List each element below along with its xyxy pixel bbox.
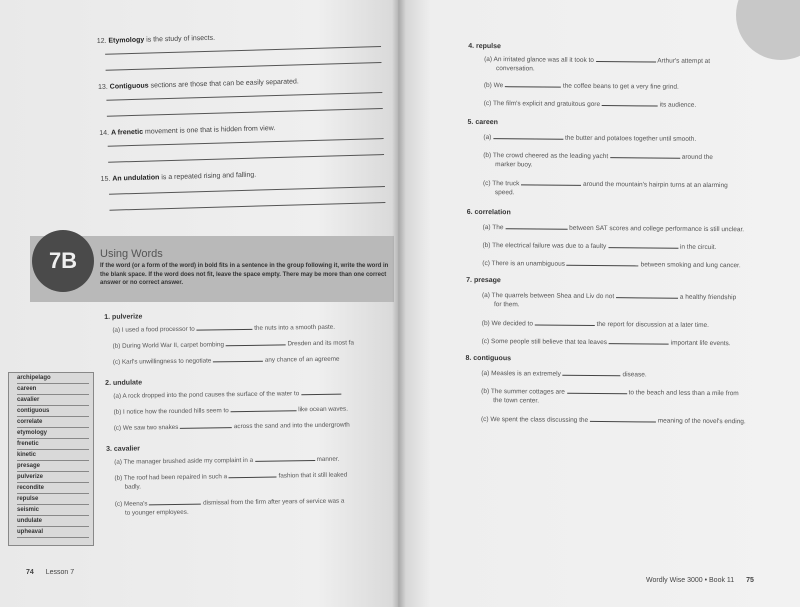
- exercise-sentence: (c) The film's explicit and gratuitous gore its audience.: [483, 99, 697, 109]
- exercise-sentence-continued: conversation.: [495, 65, 535, 73]
- exercise-sentence: (a) An irritated glance was all it took to Arthur's attempt at: [484, 55, 711, 65]
- exercise-2-heading: 2. undulate: [105, 379, 143, 387]
- word-list-item: frenetic: [17, 441, 89, 450]
- blank-input[interactable]: [149, 499, 201, 506]
- definition-text: movement is one that is hidden from view.: [142, 125, 276, 136]
- blank-input[interactable]: [610, 152, 680, 159]
- word-list-item: seismic: [17, 507, 89, 516]
- exercise-sentence: (c) Meena's dismissal from the firm after years of service was a: [114, 497, 345, 508]
- blank-input[interactable]: [602, 100, 658, 106]
- exercise-sentence: (c) There is an unambiguous between smoking and lung cancer.: [482, 259, 741, 270]
- definition-word: Etymology: [108, 36, 145, 45]
- word-list-item: presage: [17, 463, 89, 472]
- exercise-sentence: (a) The quarrels between Shea and Liv do not a healthy friendship: [482, 291, 737, 302]
- exercise-sentence: (b) The roof had been repaired in such a fashion that it still leaked: [114, 471, 348, 482]
- left-page-footer: [26, 569, 74, 576]
- exercise-sentence-continued: for them.: [493, 301, 520, 309]
- exercise-sentence: (c) We saw two snakes across the sand and into the undergrowth: [113, 421, 350, 432]
- exercise-sentence: (b) The summer cottages are to the beach and less than a mile from: [481, 387, 739, 398]
- blank-input[interactable]: [596, 56, 656, 63]
- exercise-sentence: (a) I used a food processor to the nuts into a smooth paste.: [112, 323, 336, 334]
- exercise-sentence: (c) The truck around the mountain's hairpin turns at an alarming: [482, 179, 728, 190]
- exercise-1-heading: 1. pulverize: [104, 313, 143, 321]
- word-list-item: correlate: [17, 419, 89, 428]
- exercise-sentence: (b) I notice how the rounded hills seem to like ocean waves.: [113, 405, 348, 416]
- exercise-sentence: (a) The between SAT scores and college performance is still unclear.: [482, 223, 745, 234]
- definition-word: Contiguous: [109, 82, 149, 91]
- blank-input[interactable]: [609, 338, 669, 345]
- exercise-5-heading: 5. careen: [467, 118, 498, 127]
- blank-input[interactable]: [535, 319, 595, 326]
- exercise-7-heading: 7. presage: [466, 276, 501, 285]
- exercise-sentence: (c) Karl's unwillingness to negotiate any chance of an agreeme: [112, 355, 340, 366]
- blank-input[interactable]: [180, 422, 232, 429]
- exercise-sentence: (a) Measles is an extremely disease.: [481, 369, 647, 379]
- section-instructions: If the word (or a form of the word) in bold fits in a sentence in the group following it, write the word in the blank space. If the word does not fit, leave the space empty. There may be more than one correct answer or no correct answer.: [100, 263, 389, 286]
- right-page-content: [398, 0, 800, 607]
- exercise-sentence-continued: badly.: [124, 483, 142, 491]
- exercise-sentence: (b) During World War II, carpet bombing Dresden and its most fa: [112, 339, 354, 350]
- blank-input[interactable]: [567, 260, 639, 267]
- exercise-sentence: (b) The crowd cheered as the leading yacht around the: [483, 151, 713, 161]
- word-list-item: repulse: [17, 496, 89, 505]
- blank-input[interactable]: [255, 455, 315, 462]
- book-title: Wordly Wise 3000 • Book 11: [646, 577, 735, 584]
- definition-number: 12.: [96, 37, 107, 45]
- exercise-sentence-continued: marker buoy.: [495, 161, 533, 169]
- exercise-8-heading: 8. contiguous: [465, 354, 512, 363]
- word-list-item: careen: [17, 386, 89, 395]
- word-list-item: recondite: [17, 485, 89, 494]
- word-list-item: contiguous: [17, 408, 89, 417]
- page-number: 74: [26, 569, 34, 576]
- word-list-item: archipelago: [17, 375, 89, 384]
- blank-input[interactable]: [590, 416, 656, 423]
- blank-input[interactable]: [567, 388, 627, 395]
- blank-input[interactable]: [563, 370, 621, 377]
- exercise-sentence-continued: to younger employees.: [124, 508, 189, 517]
- exercise-sentence: (b) The electrical failure was due to a faulty in the circuit.: [482, 241, 717, 252]
- exercise-4-heading: 4. repulse: [468, 42, 501, 51]
- lesson-badge: 7B: [32, 230, 94, 292]
- word-list-item: cavalier: [17, 397, 89, 406]
- definition-word: An undulation: [112, 174, 160, 183]
- word-list-item: pulverize: [17, 474, 89, 483]
- blank-input[interactable]: [196, 324, 252, 331]
- definition-number: 14.: [99, 129, 110, 137]
- blank-input[interactable]: [229, 472, 277, 479]
- definition-number: 13.: [97, 83, 108, 91]
- exercise-sentence-continued: speed.: [494, 189, 515, 197]
- word-list-item: upheaval: [17, 529, 89, 538]
- blank-input[interactable]: [213, 356, 263, 363]
- lesson-label: Lesson 7: [45, 569, 75, 576]
- blank-input[interactable]: [521, 179, 581, 186]
- blank-input[interactable]: [301, 389, 341, 396]
- definition-text: is the study of insects.: [144, 34, 216, 44]
- exercise-sentence: (a) The manager brushed aside my complaint in a manner.: [114, 455, 340, 466]
- section-title: Using Words: [100, 248, 163, 260]
- exercise-3-heading: 3. cavalier: [106, 445, 141, 453]
- definition-word: A frenetic: [110, 128, 144, 137]
- exercise-sentence: (b) We the coffee beans to get a very fine grind.: [483, 81, 679, 91]
- exercise-sentence: (b) We decided to the report for discussion at a later time.: [481, 319, 709, 329]
- left-page: [0, 0, 398, 607]
- right-page-footer: [646, 577, 754, 584]
- blank-input[interactable]: [616, 292, 678, 299]
- word-list-item: kinetic: [17, 452, 89, 461]
- exercise-sentence: (a) A rock dropped into the pond causes the surface of the water to: [113, 389, 341, 400]
- definition-number: 15.: [100, 175, 111, 183]
- exercise-sentence-continued: the town center.: [493, 397, 540, 405]
- exercise-6-heading: 6. correlation: [466, 208, 511, 217]
- blank-input[interactable]: [505, 81, 561, 87]
- page-number: 75: [746, 577, 754, 584]
- word-list-box: [8, 372, 94, 546]
- exercise-sentence: (c) We spent the class discussing the meaning of the novel's ending.: [480, 415, 746, 426]
- exercise-sentence: (c) Some people still believe that tea leaves important life events.: [481, 337, 731, 348]
- blank-input[interactable]: [493, 133, 563, 140]
- word-list-item: undulate: [17, 518, 89, 527]
- blank-input[interactable]: [230, 405, 296, 412]
- word-list-item: etymology: [17, 430, 89, 439]
- book-gutter: [392, 0, 406, 607]
- definition-text: sections are those that can be easily separated.: [148, 78, 299, 90]
- definition-text: is a repeated rising and falling.: [159, 171, 257, 182]
- blank-input[interactable]: [226, 339, 286, 346]
- blank-input[interactable]: [608, 242, 678, 249]
- exercise-sentence: (a) the butter and potatoes together until smooth.: [483, 133, 697, 143]
- blank-input[interactable]: [505, 223, 567, 230]
- right-page: [398, 0, 800, 607]
